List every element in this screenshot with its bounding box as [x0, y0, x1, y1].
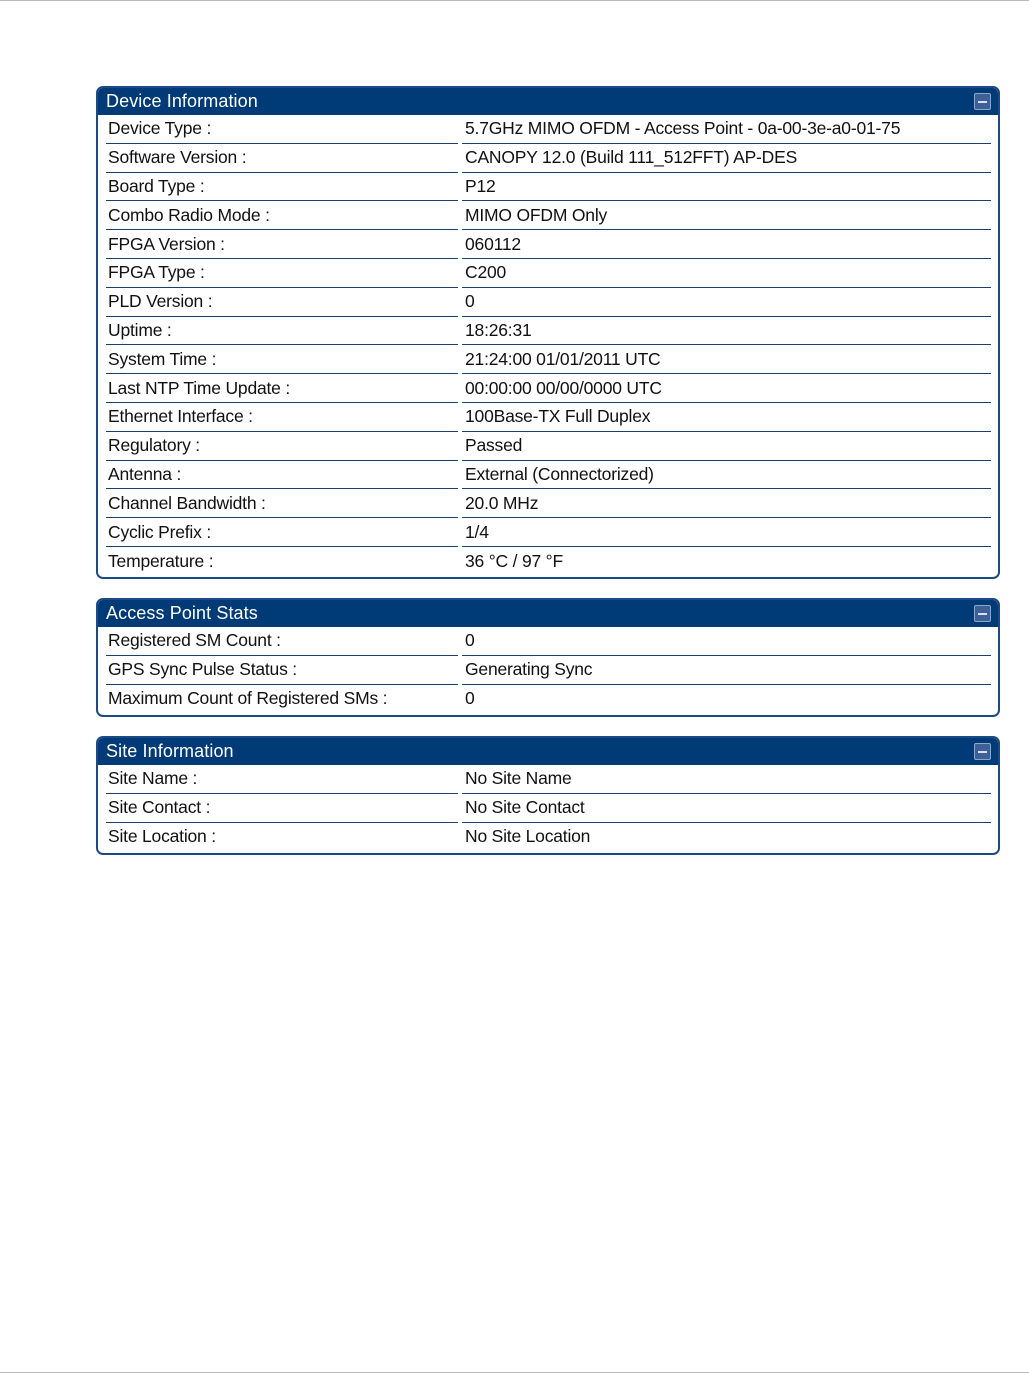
table-row — [106, 374, 991, 403]
row-label: Uptime : — [106, 317, 458, 346]
row-label: Combo Radio Mode : — [106, 201, 458, 230]
row-label: PLD Version : — [106, 288, 458, 317]
row-label: Channel Bandwidth : — [106, 489, 458, 518]
row-label: FPGA Type : — [106, 259, 458, 288]
site-information-header — [98, 738, 998, 765]
device-information-panel — [96, 86, 1000, 579]
row-value: External (Connectorized) — [462, 461, 991, 490]
device-information-header — [98, 88, 998, 115]
row-value: MIMO OFDM Only — [462, 201, 991, 230]
table-row — [106, 627, 991, 656]
row-value: 21:24:00 01/01/2011 UTC — [462, 345, 991, 374]
row-label: Site Location : — [108, 826, 216, 847]
row-value: 0 — [465, 688, 475, 709]
table-row — [106, 823, 991, 852]
table-row — [106, 489, 991, 518]
row-label: Ethernet Interface : — [106, 403, 458, 432]
table-row — [106, 173, 991, 202]
row-label: Regulatory : — [106, 432, 458, 461]
row-value: 36 °C / 97 °F — [465, 550, 563, 571]
row-label: Device Type : — [106, 115, 458, 144]
table-row — [106, 518, 991, 547]
collapse-icon[interactable] — [974, 605, 991, 622]
access-point-stats-rows — [98, 627, 998, 713]
row-label: Temperature : — [108, 550, 214, 571]
access-point-stats-panel — [96, 598, 1000, 717]
site-information-rows — [98, 765, 998, 851]
row-label: System Time : — [106, 345, 458, 374]
row-label: Antenna : — [106, 461, 458, 490]
site-information-panel — [96, 736, 1000, 855]
table-row — [106, 317, 991, 346]
row-label: Maximum Count of Registered SMs : — [108, 688, 388, 709]
table-row — [106, 461, 991, 490]
site-information-title: Site Information — [106, 741, 234, 761]
row-value: 18:26:31 — [462, 317, 991, 346]
row-value: P12 — [462, 173, 991, 202]
row-value: 060112 — [462, 230, 991, 259]
row-label: Last NTP Time Update : — [106, 374, 458, 403]
row-label: Registered SM Count : — [106, 627, 458, 656]
table-row — [106, 115, 991, 144]
table-row — [106, 345, 991, 374]
row-value: 00:00:00 00/00/0000 UTC — [462, 374, 991, 403]
row-label: Site Contact : — [106, 794, 458, 823]
bottom-divider — [0, 1372, 1029, 1373]
table-row — [106, 230, 991, 259]
row-label: FPGA Version : — [106, 230, 458, 259]
row-value: 100Base-TX Full Duplex — [462, 403, 991, 432]
row-value: Passed — [462, 432, 991, 461]
row-value: 1/4 — [462, 518, 991, 547]
table-row — [106, 144, 991, 173]
row-value: C200 — [462, 259, 991, 288]
row-value: No Site Name — [462, 765, 991, 794]
row-value: CANOPY 12.0 (Build 111_512FFT) AP-DES — [462, 144, 991, 173]
table-row — [106, 685, 991, 714]
table-row — [106, 432, 991, 461]
access-point-stats-title: Access Point Stats — [106, 603, 258, 623]
table-row — [106, 656, 991, 685]
row-label: Cyclic Prefix : — [106, 518, 458, 547]
table-row — [106, 288, 991, 317]
table-row — [106, 794, 991, 823]
table-row — [106, 765, 991, 794]
device-information-rows — [98, 115, 998, 576]
table-row — [106, 259, 991, 288]
row-value: No Site Contact — [462, 794, 991, 823]
table-row — [106, 403, 991, 432]
row-label: Site Name : — [106, 765, 458, 794]
row-value: 5.7GHz MIMO OFDM - Access Point - 0a-00-3e-a0-01-75 — [462, 115, 991, 144]
row-value: 0 — [462, 288, 991, 317]
table-row — [106, 201, 991, 230]
collapse-icon[interactable] — [974, 93, 991, 110]
row-label: Board Type : — [106, 173, 458, 202]
row-value: Generating Sync — [462, 656, 991, 685]
row-value: 0 — [462, 627, 991, 656]
access-point-stats-header — [98, 600, 998, 627]
row-value: 20.0 MHz — [462, 489, 991, 518]
row-label: Software Version : — [106, 144, 458, 173]
row-value: No Site Location — [465, 826, 591, 847]
row-label: GPS Sync Pulse Status : — [106, 656, 458, 685]
collapse-icon[interactable] — [974, 743, 991, 760]
table-row — [106, 547, 991, 576]
top-divider — [0, 0, 1029, 1]
device-information-title: Device Information — [106, 91, 258, 111]
